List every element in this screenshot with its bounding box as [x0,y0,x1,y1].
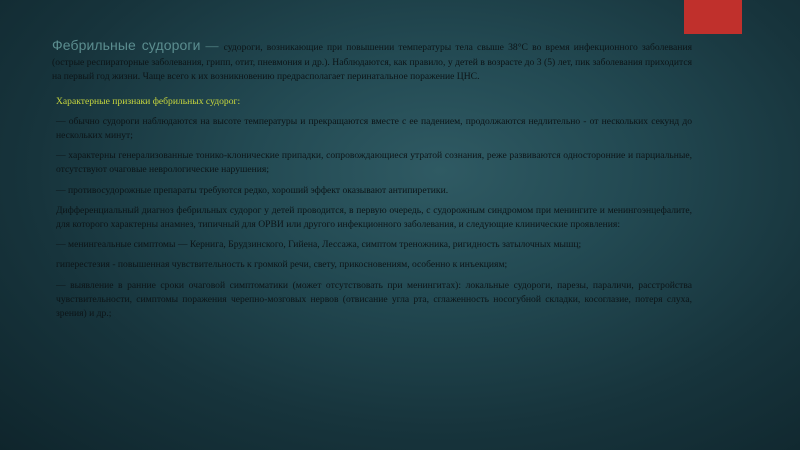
paragraph-6: гиперестезия - повышенная чувствительность к громкой речи, свету, прикосновениям, особенно к инъекциям; [56,259,508,271]
paragraph-4: Дифференциальный диагноз фебрильных судорог у детей проводится, в первую очередь, с судорожным синдромом при менингите и менингоэнцефалите, для которого характерны анамнез, типичный для ОРВИ или другого инфекционного заболевания, и следующие клинические проявления: [56,204,692,230]
paragraph-3: — противосудорожные препараты требуются редко, хороший эффект оказывают антипиретики. [56,184,449,196]
slide-content [52,38,692,327]
slide-title: Фебрильные судороги [52,37,201,53]
signs-block [52,95,692,321]
signs-heading: Характерные признаки фебрильных судорог: [56,95,241,107]
paragraph-7: — выявление в ранние сроки очаговой симптоматики (может отсутствовать при менингитах): локальные судороги, парезы, параличи, расстройства чувствительности, симптомы поражения черепно-мозговых нервов (отвисание угла рта, сглаженность носогубной складки, косоглазие, потеря слуха, зрения) и др.; [56,279,692,320]
paragraph-2: — характерны генерализованные тонико-клонические припадки, сопровождающиеся утратой сознания, реже развиваются односторонние и парциальные, отсутствуют очаговые неврологические нарушения; [56,150,692,176]
intro-text: судороги, возникающие при повышении температуры тела свыше 38°С во время инфекционного заболевания (острые респираторные заболевания, грипп, отит, пневмония и др.). Наблюдаются, как правило, у детей в возрасте до 3 (5) лет, пик заболевания приходится на первый год жизни. Чаще всего к их возникновению предрасполагает перинатальное поражение ЦНС. [52,42,692,83]
intro-paragraph [52,38,692,85]
red-accent-bar [684,0,742,34]
title-dash: — [200,38,224,53]
paragraph-1: — обычно судороги наблюдаются на высоте температуры и прекращаются вместе с ее падением, продолжаются недлительно - от нескольких секунд до нескольких минут; [56,115,692,141]
paragraph-5: — менингеальные симптомы — Кернига, Брудзинского, Гийена, Лессажа, симптом треножника, ригидность затылочных мышц; [56,239,582,251]
